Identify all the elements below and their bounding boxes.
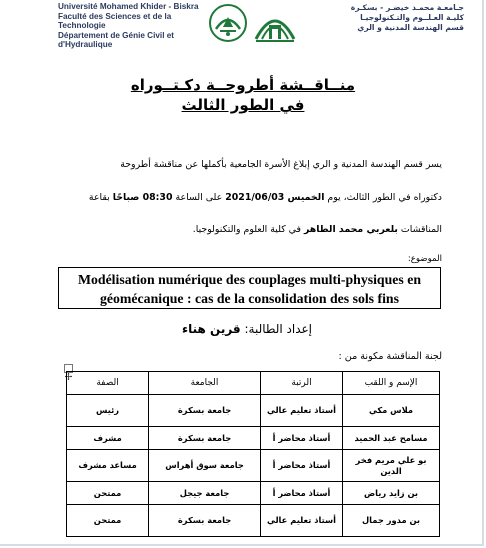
member-rank: أستاذ تعليم عالي xyxy=(260,395,342,427)
announcement-line-1 xyxy=(52,159,442,170)
announcement-line-2 xyxy=(52,192,442,203)
committee-row xyxy=(67,395,440,427)
member-rank: أستاذ محاضر أ xyxy=(260,482,342,505)
announcement-text: يسر قسم الهندسة المدنية و الري إبلاغ الأسرة الجامعية بأكملها عن مناقشة أطروحة xyxy=(120,159,442,170)
document-title: منــاقــشة أطروحــة دكـتــوراه xyxy=(130,76,356,94)
announcement-text: المناقشات xyxy=(397,224,442,235)
member-name: بو علي مريم فخر الدين xyxy=(343,450,440,482)
member-role: ممتحن xyxy=(67,482,149,505)
header-fr-line: Faculté des Sciences et de la Technologie xyxy=(58,11,172,31)
university-logo xyxy=(208,3,248,43)
header-fr-line: Département de Génie Civil et xyxy=(58,30,175,40)
header-ar-line: كليـة العـلــوم والتـكنولوجيـا xyxy=(360,13,464,22)
faculty-logo xyxy=(254,7,296,45)
member-role: رئيس xyxy=(67,395,149,427)
member-role: مشرف xyxy=(67,427,149,450)
announcement-text: على الساعة xyxy=(172,192,226,203)
column-header-rank: الرتبة xyxy=(260,372,342,395)
announcement-text: دكتوراه في الطور الثالث، يوم xyxy=(324,192,442,203)
header-fr-line: Université Mohamed Khider - Biskra xyxy=(58,2,199,11)
announcement-line-3 xyxy=(52,224,442,235)
member-rank: أستاذ محاضر أ xyxy=(260,427,342,450)
column-header-university: الجامعة xyxy=(149,372,261,395)
header-fr-line: d'Hydraulique xyxy=(58,40,113,50)
member-university: جامعة بسكرة xyxy=(149,505,261,537)
announcement-text: في كلية العلوم والتكنولوجيا. xyxy=(192,224,304,235)
header-ar-line: جـامعـة محمـد خيضـر - بسكـرة xyxy=(350,3,464,12)
announcement-text: بقاعة xyxy=(88,192,113,203)
committee-header-row xyxy=(67,372,440,395)
member-name: ملاس مكي xyxy=(343,395,440,427)
committee-row xyxy=(67,482,440,505)
member-university: جامعة بسكرة xyxy=(149,427,261,450)
member-role: ممتحن xyxy=(67,505,149,537)
document-subtitle: في الطور الثالث xyxy=(181,96,305,114)
member-role: مساعد مشرف xyxy=(67,450,149,482)
subject-label: الموضوع: xyxy=(407,254,442,264)
committee-row xyxy=(67,450,440,482)
column-header-name: الإسم و اللقب xyxy=(343,372,440,395)
prepared-by xyxy=(152,322,342,336)
committee-row xyxy=(67,427,440,450)
member-name: بن زايد رياض xyxy=(343,482,440,505)
defense-date: الخميس 2021/06/03 xyxy=(225,192,325,203)
committee-label: لجنة المناقشة مكونة من : xyxy=(338,351,442,362)
committee-row xyxy=(67,505,440,537)
member-university: جامعة بسكرة xyxy=(149,395,261,427)
member-rank: أستاذ محاضر أ xyxy=(260,450,342,482)
defense-time: 08:30 صباحًا xyxy=(112,192,173,203)
header-french xyxy=(58,2,208,50)
member-name: مسامح عبد الحميد xyxy=(343,427,440,450)
member-rank: أستاذ تعليم عالي xyxy=(260,505,342,537)
thesis-title-box xyxy=(58,267,441,309)
member-name: بن مدور جمال xyxy=(343,505,440,537)
header-arabic xyxy=(314,3,464,33)
member-university: جامعة سوق أهراس xyxy=(149,450,261,482)
member-university: جامعة جيجل xyxy=(149,482,261,505)
defense-hall: بلعربي محمد الطاهر xyxy=(303,224,398,235)
student-name: قرين هناء xyxy=(181,322,241,336)
column-header-role: الصفة xyxy=(67,372,149,395)
header-ar-line: قسم الهندسة المدنية و الري xyxy=(357,23,464,32)
committee-table xyxy=(66,371,440,537)
thesis-title: Modélisation numérique des couplages multi-physiques en géomécanique : cas de la consolidation des sols fins xyxy=(77,272,422,306)
prepared-by-label: إعداد الطالبة: xyxy=(240,322,312,336)
